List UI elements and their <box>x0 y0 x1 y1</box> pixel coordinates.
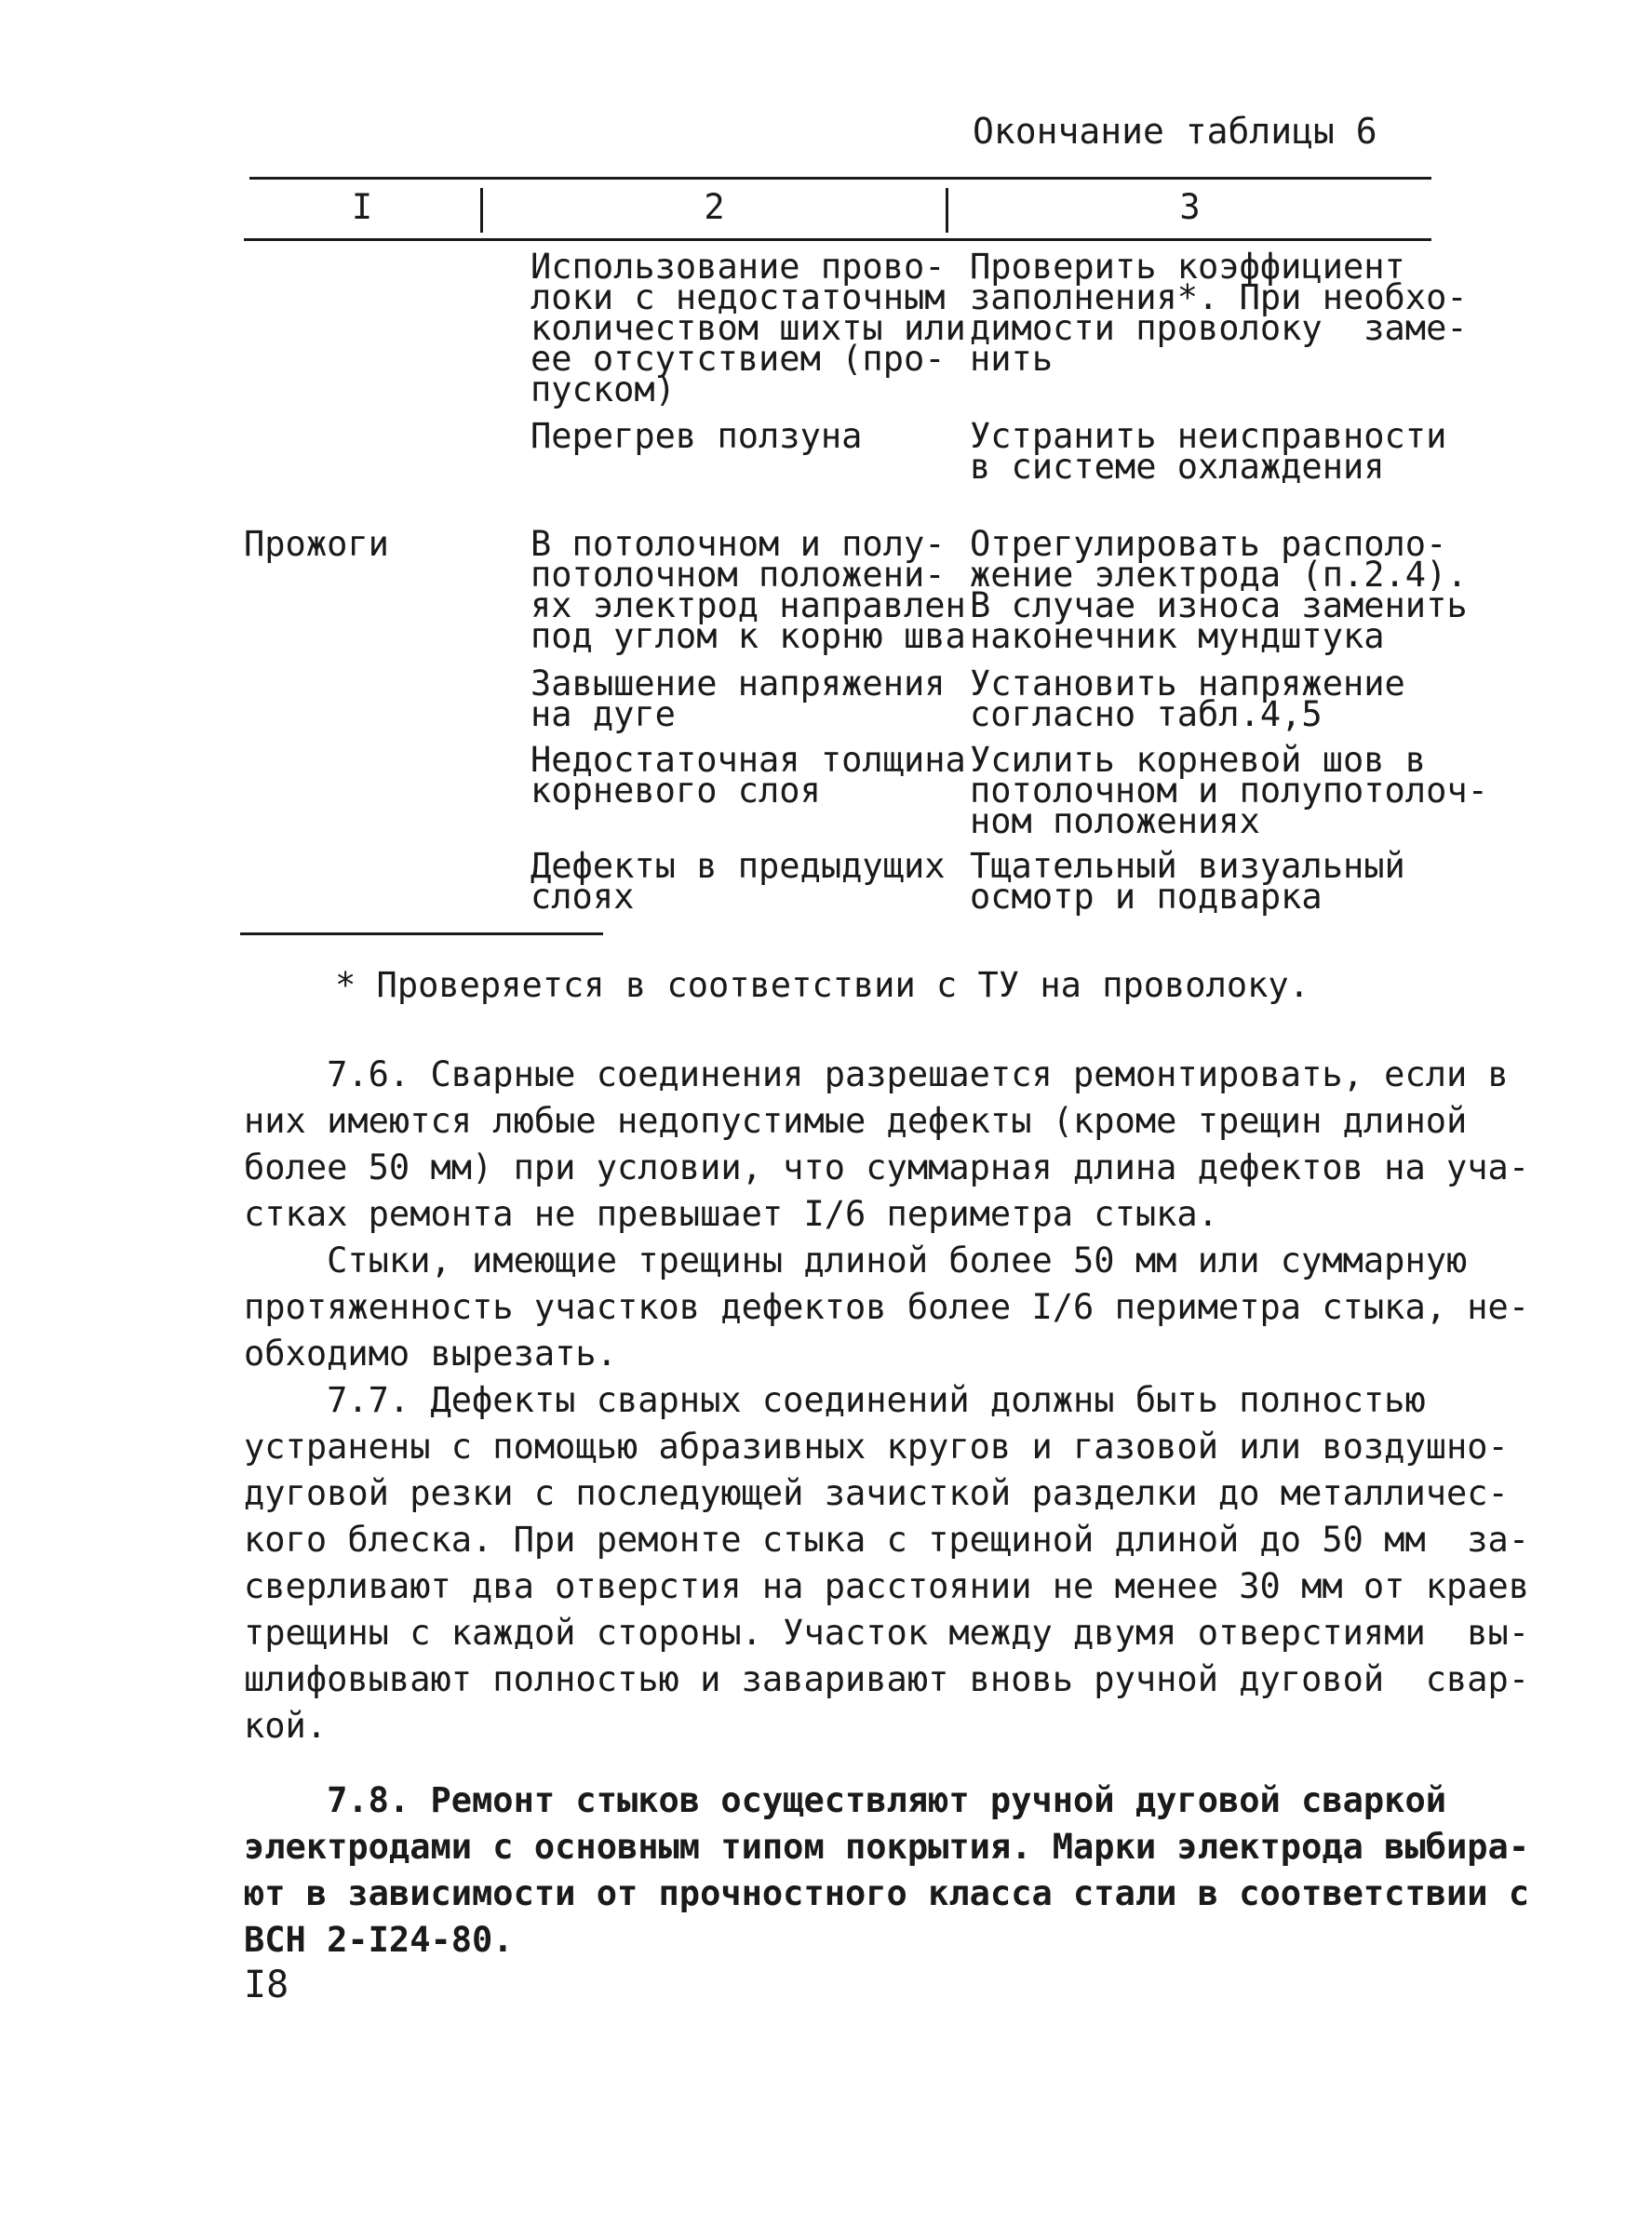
table-row-5-remedy: Усилить корневой шов в потолочном и полупотолоч- ном положениях <box>970 740 1488 841</box>
table-row-3-cause: В потолочном и полу- потолочном положени- ях электрод направлен под углом к корню шва <box>531 524 966 656</box>
table-top-rule <box>249 177 1431 180</box>
table-row-4-cause: Завышение напряжения на дуге <box>531 664 946 734</box>
table-row-1-remedy: Проверить коэффициент заполнения*. При необхо- димости проволоку заме- нить <box>970 247 1468 379</box>
table-row-3-remedy: Отрегулировать располо- жение электрода (п.2.4). В случае износа заменить наконечник мундштука <box>970 524 1468 656</box>
table-header-bottom-rule <box>244 238 1431 241</box>
table-row-2-cause: Перегрев ползуна <box>531 416 863 456</box>
table-row-6-cause: Дефекты в предыдущих слоях <box>531 846 946 917</box>
paragraph-7-6-continued: Стыки, имеющие трещины длиной более 50 мм или суммарную протяженность участков дефектов более I/6 периметра стыка, не- обходимо вырезать. <box>244 1240 1530 1374</box>
table-row-3-defect: Прожоги <box>244 524 389 564</box>
paragraph-7-7: 7.7. Дефекты сварных соединений должны быть полностью устранены с помощью абразивных кругов и газовой или воздушно- дуговой резки с последующей зачисткой разделки до металличес- кого блеска. При ремонте стыка с трещиной длиной до 50 мм за- сверливают два отверстия на расстоянии не менее 30 мм от краев трещины с каждой стороны. Участок между двумя отверстиями вы- шлифовывают полностью и заваривают вновь ручной дуговой свар- кой. <box>244 1380 1530 1746</box>
table-row-6-remedy: Тщательный визуальный осмотр и подварка <box>970 846 1405 917</box>
table-footnote: * Проверяется в соответствии с ТУ на проволоку. <box>335 965 1310 1005</box>
table-bottom-rule <box>240 932 603 935</box>
table-row-1-cause: Использование прово- локи с недостаточным количеством шихты или ее отсутствием (про- пуском) <box>531 247 966 409</box>
column-number-2: 2 <box>704 187 725 227</box>
paragraph-7-8: 7.8. Ремонт стыков осуществляют ручной дуговой сваркой электродами с основным типом покрытия. Марки электрода выбира- ют в зависимости от прочностного класса стали в соответствии с ВСН 2-I24-80. <box>244 1780 1530 1960</box>
table-caption: Окончание таблицы 6 <box>973 111 1377 152</box>
column-number-1: I <box>351 187 373 227</box>
table-row-2-remedy: Устранить неисправности в системе охлаждения <box>970 416 1447 487</box>
table-row-5-cause: Недостаточная толщина корневого слоя <box>531 740 966 811</box>
paragraph-7-6: 7.6. Сварные соединения разрешается ремонтировать, если в них имеются любые недопустимые дефекты (кроме трещин длиной более 50 мм) при условии, что суммарная длина дефектов на уча- стках ремонта не превышает I/6 периметра стыка. <box>244 1054 1530 1234</box>
table-row-4-remedy: Установить напряжение согласно табл.4,5 <box>970 664 1405 734</box>
column-number-3: 3 <box>1179 187 1201 227</box>
page-number: I8 <box>244 1964 289 2006</box>
